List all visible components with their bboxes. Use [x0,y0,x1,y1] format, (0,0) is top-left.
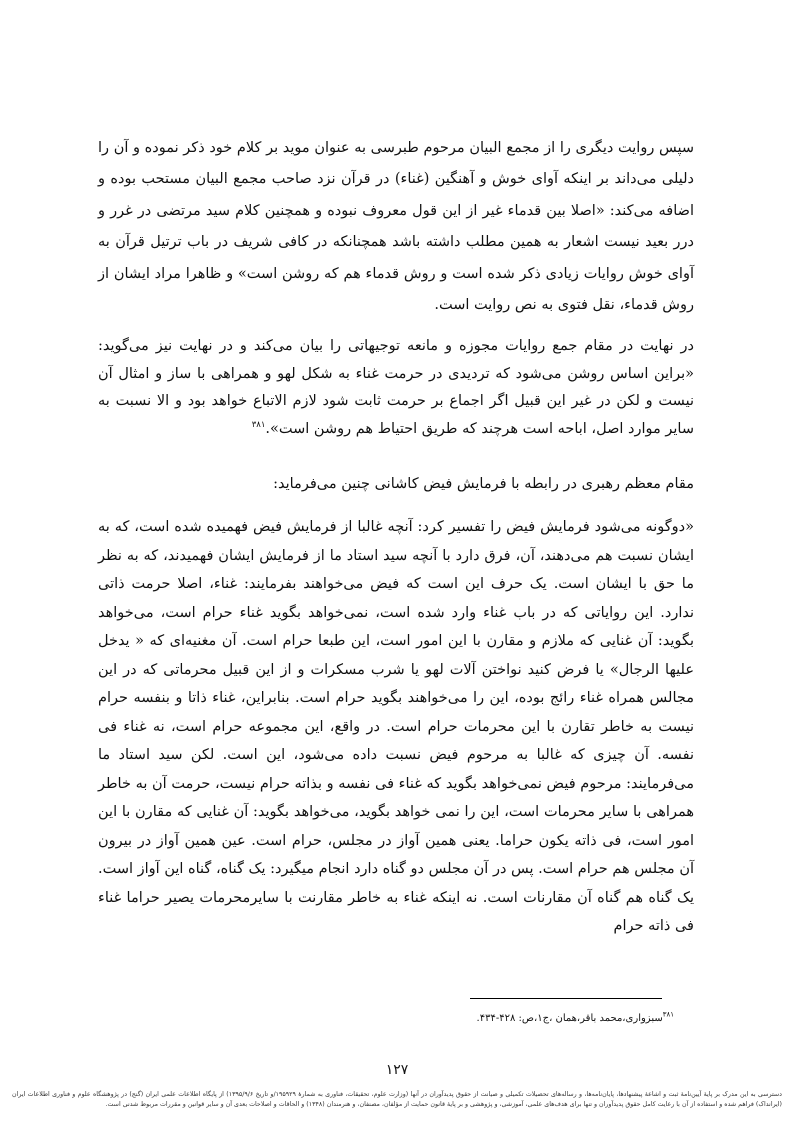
footnote [380,1012,674,1026]
body-paragraph-1: سپس روایت دیگری را از مجمع البیان مرحوم طبرسی به عنوان موید بر کلام خود ذکر نموده و آن را دلیلی می‌داند بر اینکه آوای خوش و آهنگین (غناء) در قرآن نزد صاحب مجمع البیان مستحب بوده و اضافه می‌کند: «اصلا بین قدماء غیر از این قول معروف نبوده و همچنین کلام سید مرتضی در غرر و درر بعید نیست اشعار به همین مطلب داشته باشد همچنانکه در کافی شریف در باب ترتیل قرآن به آوای خوش روایات زیادی ذکر شده است و روش قدماء هم که روشن است» و ظاهرا مراد ایشان از روش قدماء، نقل فتوی به نص روایت است. [98,140,694,314]
body-paragraph-3: مقام معظم رهبری در رابطه با فرمایش فیض کاشانی چنین می‌فرماید: [273,476,694,492]
footnote-text: سبزواری،محمد باقر،همان ،ج۱،ص: ۴۲۸-۴۳۴. [476,1013,663,1024]
footnote-number: ۳۸۱ [662,1010,674,1019]
footnote-reference: ۳۸۱ [251,420,266,431]
body-paragraph-4: «دوگونه می‌شود فرمایش فیض را تفسیر کرد: آنچه غالبا از فرمایش فیض فهمیده شده است، که به ایشان نسبت هم می‌دهند، آن، فرق دارد با آنچه سید استاد ما از فرمایش ایشان فهمیدند، که به نظر ما حق با ایشان است. یک حرف این است که فیض می‌خواهند بفرمایند: غناء، اصلا حرمت ذاتی ندارد. این روایاتی که در باب غناء وارد شده است، نمی‌خواهد بگوید غناء حرام است، می‌خواهد بگوید: آن غنایی که ملازم و مقارن با این امور است، این طبعا حرام است. آن مغنیه‌ای که « یدخل علیها الرجال» یا فرض کنید نواختن آلات لهو یا شرب مسکرات و از این قبیل محرماتی که در این مجالس همراه غناء رائج بوده، این را می‌خواهند بگوید حرام است. بنابراین، غناء ذاتا و بنفسه حرام نیست به خاطر تقارن با این محرمات حرام است. در واقع، این مجموعه حرام است، نه غناء فی نفسه. آن چیزی که غالبا به مرحوم فیض نسبت داده می‌شود، این است. لکن سید استاد ما می‌فرمایند: مرحوم فیض نمی‌خواهد بگوید که غناء فی نفسه و بذاته حرام نیست، حرمت آن به خاطر همراهی با سایر محرمات است، این را نمی خواهد بگوید، می‌خواهد بگوید: آن غنایی که مقارن با این امور است، فی ذاته یکون حراما. یعنی همین آواز در مجلس، حرام است. عین همین آواز در بیرون آن مجلس هم حرام است. پس در آن مجلس دو گناه دارد انجام میگیرد: یک گناه، گناه این آواز است. یک گناه هم گناه آن مقارنات است. نه اینکه غناء به خاطر مقارنت با سایرمحرمات یصیر حراما غناء فی ذاته حرام [98,519,694,934]
footnote-divider [470,998,662,999]
copyright-notice: دسترسی به این مدرک بر پایهٔ آیین‌نامهٔ ثبت و اشاعهٔ پیشنهادها، پایان‌نامه‌ها، و رساله‌های تحصیلات تکمیلی و صیانت از حقوق پدیدآوران در آنها (وزارت علوم، تحقیقات، فناوری به شمارهٔ ۱۹۵۹۲۹/و تاریخ ۱۳۹۵/۹/۶) از پایگاه اطلاعات علمی ایران (گنج) در پژوهشگاه علوم و فناوری اطلاعات ایران (ایرانداک) فراهم شده و استفاده از آن با رعایت کامل حقوق پدیدآوران و تنها برای هدف‌های علمی، آموزشی، و پژوهشی و بر پایهٔ قانون حمایت از مؤلفان، مصنفان، و هنرمندان (۱۳۴۸) و الحاقات و اصلاحات بعدی آن و سایر قوانین و مقررات مربوط شدنی است. [12,1091,782,1108]
page-number: ۱۲۷ [385,1062,409,1078]
body-paragraph-2-text: در نهایت در مقام جمع روایات مجوزه و مانعه توجیهاتی را بیان می‌کند و در نهایت نیز می‌گوید: «براین اساس روشن می‌شود که تردیدی در حرمت غناء به شکل لهو و همراهی با ساز و امثال آن نیست و لکن در غیر این قبیل اگر اجماع بر حرمت ثابت شود لازم الاتباع خواهد بود و الا نسبت به سایر موارد اصل، اباحه است هرچند که طریق احتیاط هم روشن است». [98,338,694,438]
body-paragraph-2 [98,333,694,444]
